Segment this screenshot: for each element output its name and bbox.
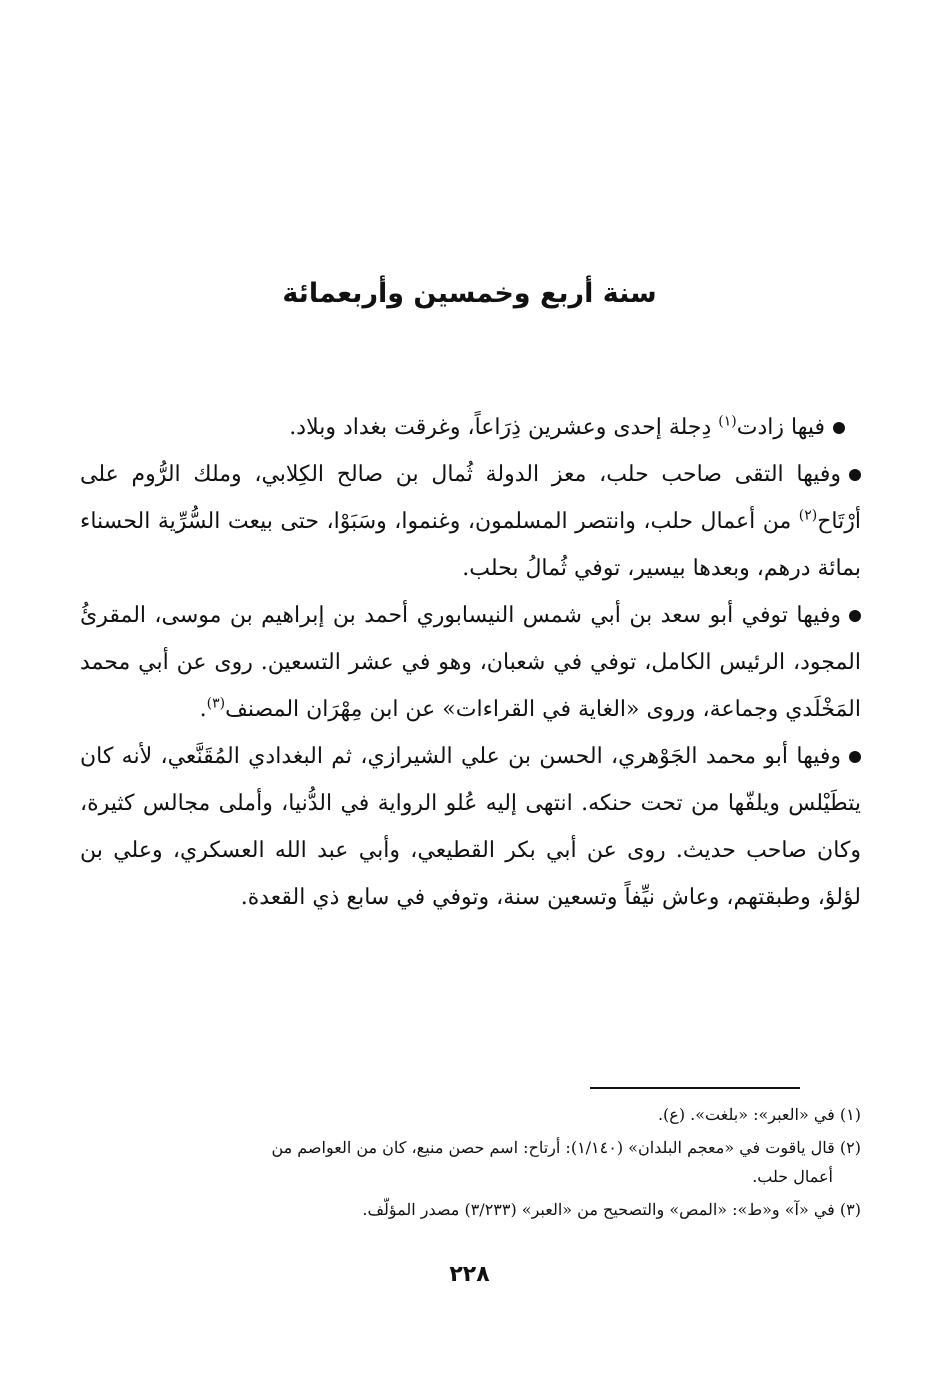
text-run: وفيها التقى صاحب حلب، معز الدولة ثُمال بن صالح الكِلابي، وملك الرُّوم على أرْتَاح <box>80 462 861 534</box>
footnote-divider <box>590 1087 800 1089</box>
footnote-ref: (١) <box>718 413 737 430</box>
footnotes <box>80 1100 861 1228</box>
text-run: فيها زادت <box>736 415 825 440</box>
paragraph <box>80 404 861 451</box>
footnote-text: (٣) في «آ» و«ط»: «المص» والتصحيح من «العبر» (٣/٢٣٣) مصدر المؤلّف. <box>362 1200 861 1219</box>
main-text <box>80 404 861 921</box>
footnote-text: (١) في «العبر»: «بلغت». (ع). <box>657 1105 861 1124</box>
footnote <box>80 1195 861 1228</box>
footnote-continuation: أعمال حلب. <box>752 1167 833 1186</box>
page-number: ٢٢٨ <box>449 1262 490 1287</box>
section-heading: سنة أربع وخمسين وأربعمائة <box>282 278 657 309</box>
footnote-ref: (٢) <box>798 507 818 524</box>
paragraph <box>80 451 861 592</box>
footnote <box>80 1100 861 1133</box>
text-run: وفيها توفي أبو سعد بن أبي شمس النيسابوري أحمد بن إبراهيم بن موسى، المقرئُ المجود، الرئيس الكامل، توفي في شعبان، وهو في عشر التسعين. روى عن أبي محمد المَخْلَدي وجماعة، وروى «الغاية في القراءات» عن ابن مِهْرَان المصنف <box>80 603 861 722</box>
bullet-icon <box>833 422 845 434</box>
footnote <box>80 1133 861 1195</box>
text-run: من أعمال حلب، وانتصر المسلمون، وغنموا، وسَبَوْا، حتى بيعت السُّرِّية الحسناء بمائة درهم، وبعدها بيسير، توفي ثُمالُ بحلب. <box>80 509 861 581</box>
footnote-ref: (٣) <box>206 695 226 712</box>
bullet-icon <box>849 469 861 481</box>
paragraph <box>80 733 861 921</box>
footnote-text: (٢) قال ياقوت في «معجم البلدان» (١/١٤٠): أرتاح: اسم حصن منيع، كان من العواصم من <box>271 1138 861 1157</box>
paragraph <box>80 592 861 733</box>
text-run: وفيها أبو محمد الجَوْهري، الحسن بن علي الشيرازي، ثم البغدادي المُقَنَّعي، لأنه كان يتطَيْلس ويلفّها من تحت حنكه. انتهى إليه عُلو الرواية في الدُّنيا، وأملى مجالس كثيرة، وكان صاحب حديث. روى عن أبي بكر القطيعي، وأبي عبد الله العسكري، وعلي بن لؤلؤ، وطبقتهم، وعاش نيِّفاً وتسعين سنة، وتوفي في سابع ذي القعدة. <box>80 744 861 910</box>
bullet-icon <box>849 610 861 622</box>
bullet-icon <box>849 751 861 763</box>
text-run: . <box>199 697 207 722</box>
text-run: دِجلة إحدى وعشرين ذِرَاعاً، وغرقت بغداد وبلاد. <box>289 415 719 440</box>
